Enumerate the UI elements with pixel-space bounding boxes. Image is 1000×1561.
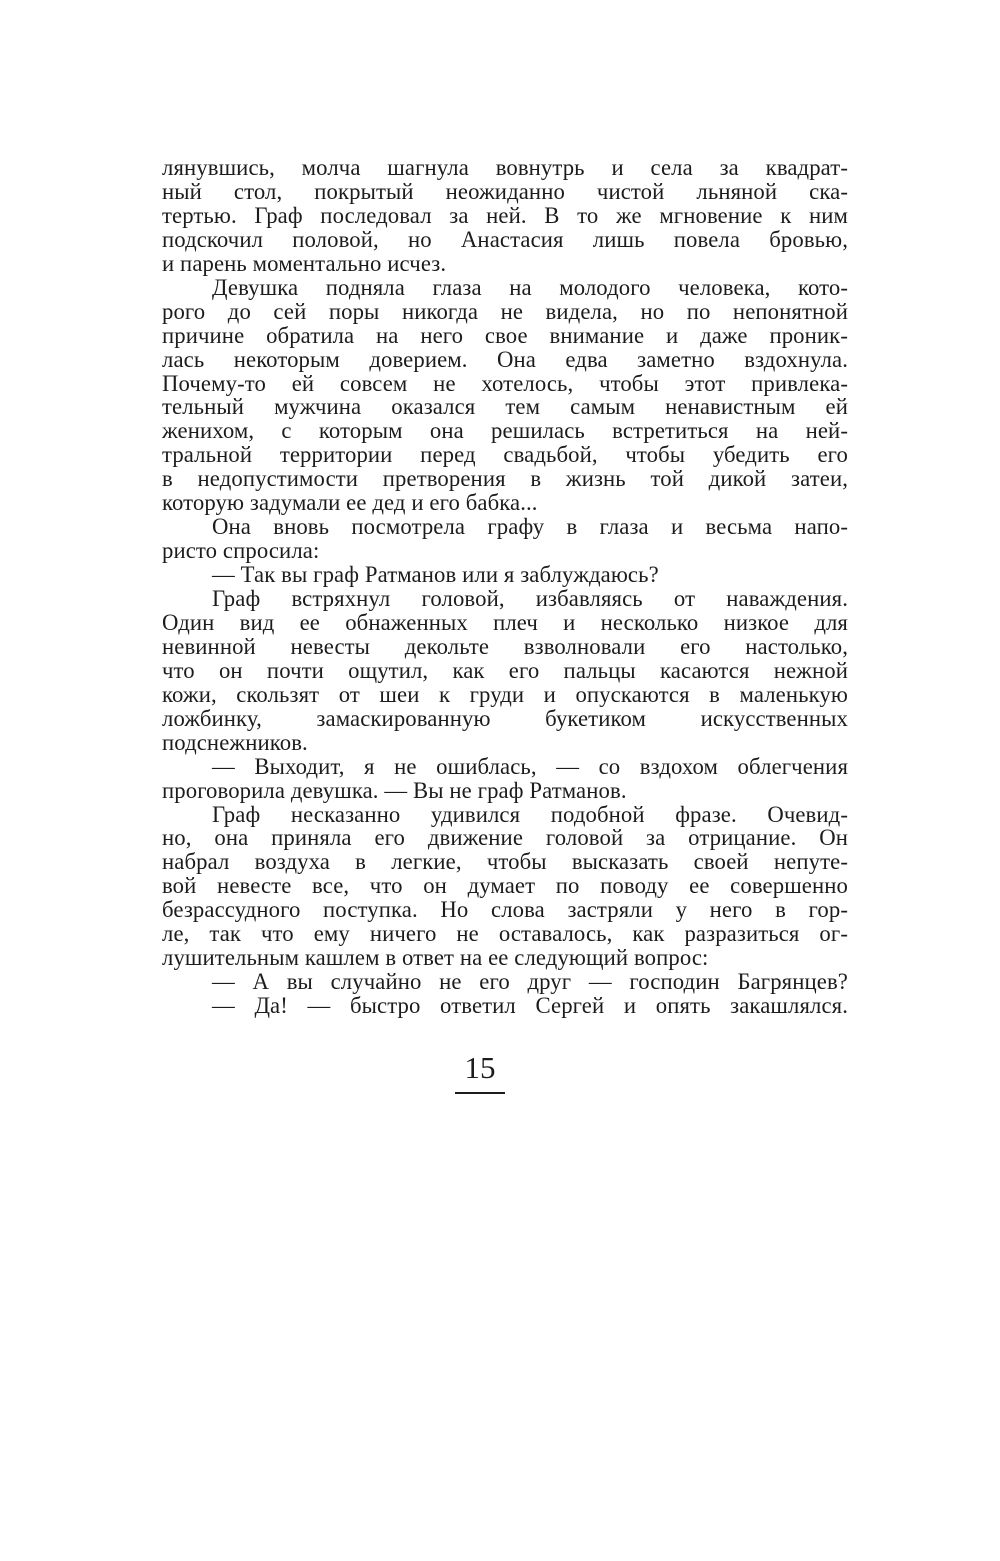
text-line: Она вновь посмотрела графу в глаза и весьма напо- bbox=[212, 514, 848, 539]
text-line: которую задумали ее дед и его бабка... bbox=[162, 490, 538, 515]
text-line: ристо спросила: bbox=[162, 538, 320, 563]
text-line: ле, так что ему ничего не оставалось, как разразиться ог- bbox=[162, 921, 848, 946]
text-line: — А вы случайно не его друг — господин Багрянцев? bbox=[212, 969, 848, 994]
text-line: безрассудного поступка. Но слова застряли у него в гор- bbox=[162, 897, 848, 922]
text-line: набрал воздуха в легкие, чтобы высказать своей непуте- bbox=[162, 849, 848, 874]
text-line: но, она приняла его движение головой за отрицание. Он bbox=[162, 825, 848, 850]
text-line: лянувшись, молча шагнула вовнутрь и села за квадрат- bbox=[162, 155, 848, 180]
text-line: подскочил половой, но Анастасия лишь повела бровью, bbox=[162, 227, 848, 252]
text-line: лушительным кашлем в ответ на ее следующий вопрос: bbox=[162, 945, 709, 970]
page-number: 15 bbox=[464, 1050, 496, 1085]
text-line: тельный мужчина оказался тем самым ненавистным ей bbox=[162, 394, 848, 419]
text-line: Граф несказанно удивился подобной фразе. Очевид- bbox=[212, 802, 848, 827]
text-line: Граф встряхнул головой, избавляясь от наваждения. bbox=[212, 586, 848, 611]
text-line: тертью. Граф последовал за ней. В то же мгновение к ним bbox=[162, 203, 848, 228]
text-line: — Да! — быстро ответил Сергей и опять закашлялся. bbox=[212, 993, 848, 1018]
text-line: невинной невесты декольте взволновали его настолько, bbox=[162, 634, 848, 659]
text-line: ный стол, покрытый неожиданно чистой льняной ска- bbox=[162, 179, 848, 204]
text-line: Почему-то ей совсем не хотелось, чтобы этот привлека- bbox=[162, 371, 848, 396]
text-line: лась некоторым доверием. Она едва заметно вздохнула. bbox=[162, 347, 848, 372]
text-line: Один вид ее обнаженных плеч и несколько низкое для bbox=[162, 610, 848, 635]
page-number-underline bbox=[455, 1092, 505, 1094]
text-line: проговорила девушка. — Вы не граф Ратманов. bbox=[162, 778, 627, 803]
text-line: рого до сей поры никогда не видела, но по непонятной bbox=[162, 299, 848, 324]
text-line: ложбинку, замаскированную букетиком искусственных bbox=[162, 706, 848, 731]
text-line: — Выходит, я не ошиблась, — со вздохом облегчения bbox=[212, 754, 848, 779]
text-line: в недопустимости претворения в жизнь той дикой затеи, bbox=[162, 466, 848, 491]
text-line: женихом, с которым она решилась встретиться на ней- bbox=[162, 418, 848, 443]
text-line: вой невесте все, что он думает по поводу ее совершенно bbox=[162, 873, 848, 898]
text-line: подснежников. bbox=[162, 730, 308, 755]
text-line: тральной территории перед свадьбой, чтобы убедить его bbox=[162, 442, 848, 467]
text-line: кожи, скользят от шеи к груди и опускаются в маленькую bbox=[162, 682, 848, 707]
text-line: — Так вы граф Ратманов или я заблуждаюсь? bbox=[212, 562, 659, 587]
text-line: и парень моментально исчез. bbox=[162, 251, 447, 276]
text-line: что он почти ощутил, как его пальцы касаются нежной bbox=[162, 658, 848, 683]
text-line: Девушка подняла глаза на молодого человека, кото- bbox=[212, 275, 848, 300]
text-line: причине обратила на него свое внимание и даже проник- bbox=[162, 323, 848, 348]
